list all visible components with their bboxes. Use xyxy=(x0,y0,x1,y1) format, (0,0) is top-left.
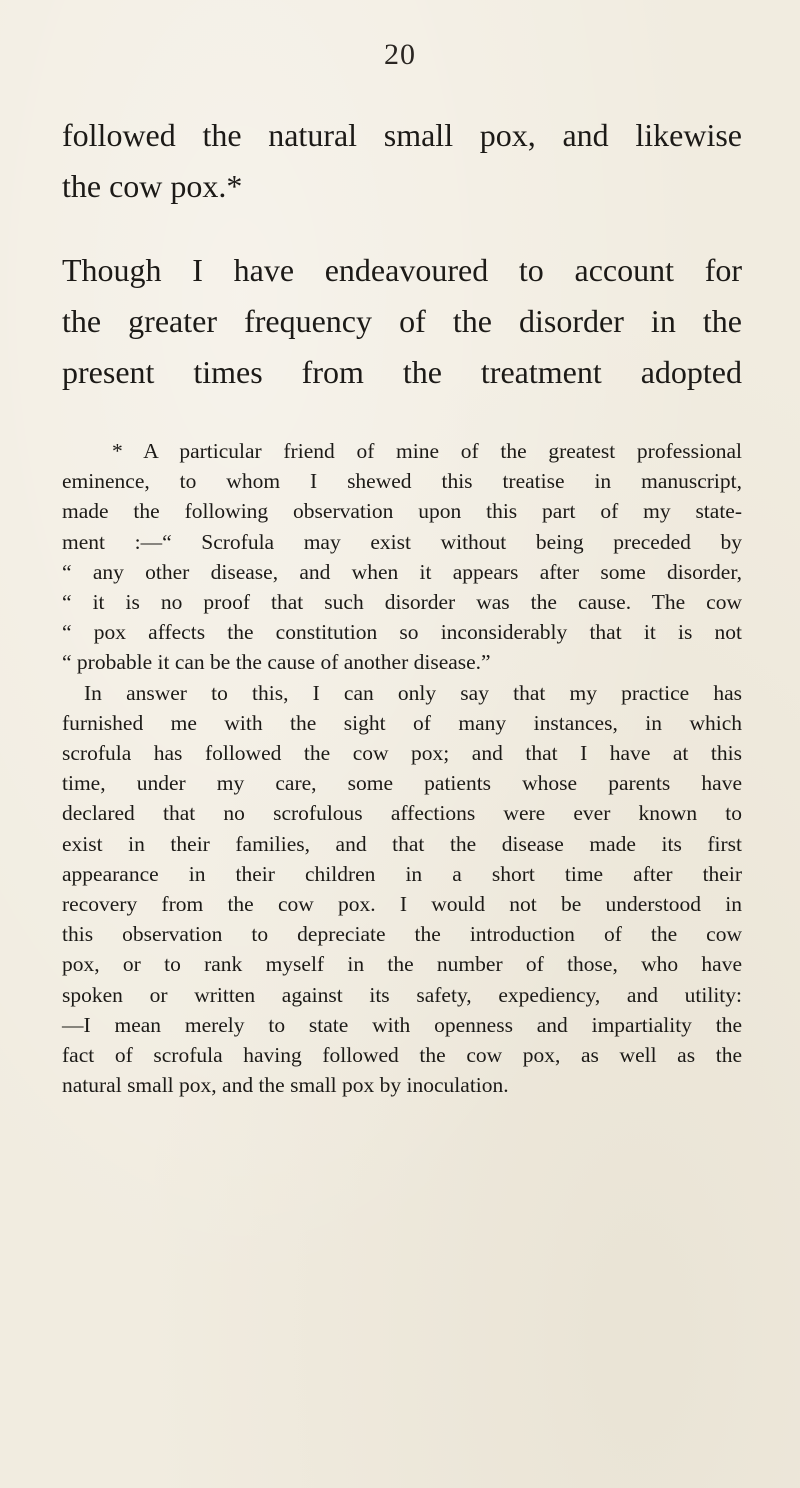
footnote-line: appearance in their children in a short time after their xyxy=(62,861,742,886)
page-number: 20 xyxy=(384,38,416,71)
main-paragraph-2 xyxy=(62,245,742,398)
footnote-line: made the following observation upon this part of my state- xyxy=(62,499,742,524)
footnote-line: In answer to this, I can only say that my practice has xyxy=(84,680,742,705)
footnote-line: scrofula has followed the cow pox; and that I have at this xyxy=(62,741,742,766)
footnote-line: “ pox affects the constitution so inconsiderably that it is not xyxy=(62,620,742,645)
footnote-line: natural small pox, and the small pox by inoculation. xyxy=(62,1073,509,1098)
main-paragraph-1 xyxy=(62,110,742,212)
footnote-line: —I mean merely to state with openness and impartiality the xyxy=(62,1012,742,1037)
footnote-line: “ any other disease, and when it appears after some disorder, xyxy=(62,559,742,584)
footnote-line: exist in their families, and that the disease made its first xyxy=(62,831,742,856)
text-line: Though I have endeavoured to account for xyxy=(62,252,742,288)
footnote xyxy=(62,436,742,1100)
footnote-line: fact of scrofula having followed the cow pox, as well as the xyxy=(62,1043,742,1068)
text-line: the greater frequency of the disorder in the xyxy=(62,303,742,339)
footnote-line: this observation to depreciate the introduction of the cow xyxy=(62,922,742,947)
footnote-line: ment :—“ Scrofula may exist without being preceded by xyxy=(62,529,742,554)
text-line: followed the natural small pox, and likewise xyxy=(62,117,742,153)
text-line: present times from the treatment adopted xyxy=(62,354,742,390)
footnote-line: declared that no scrofulous affections were ever known to xyxy=(62,801,742,826)
footnote-line: time, under my care, some patients whose parents have xyxy=(62,771,742,796)
footnote-line: spoken or written against its safety, expediency, and utility: xyxy=(62,982,742,1007)
footnote-line: recovery from the cow pox. I would not be understood in xyxy=(62,892,742,917)
footnote-line: “ it is no proof that such disorder was the cause. The cow xyxy=(62,590,742,615)
footnote-line: eminence, to whom I shewed this treatise in manuscript, xyxy=(62,469,742,494)
footnote-line: “ probable it can be the cause of another disease.” xyxy=(62,650,491,675)
footnote-line: furnished me with the sight of many instances, in which xyxy=(62,710,742,735)
footnote-line: * A particular friend of mine of the greatest professional xyxy=(112,439,742,463)
footnote-line: pox, or to rank myself in the number of those, who have xyxy=(62,952,742,977)
text-line: the cow pox.* xyxy=(62,168,243,204)
